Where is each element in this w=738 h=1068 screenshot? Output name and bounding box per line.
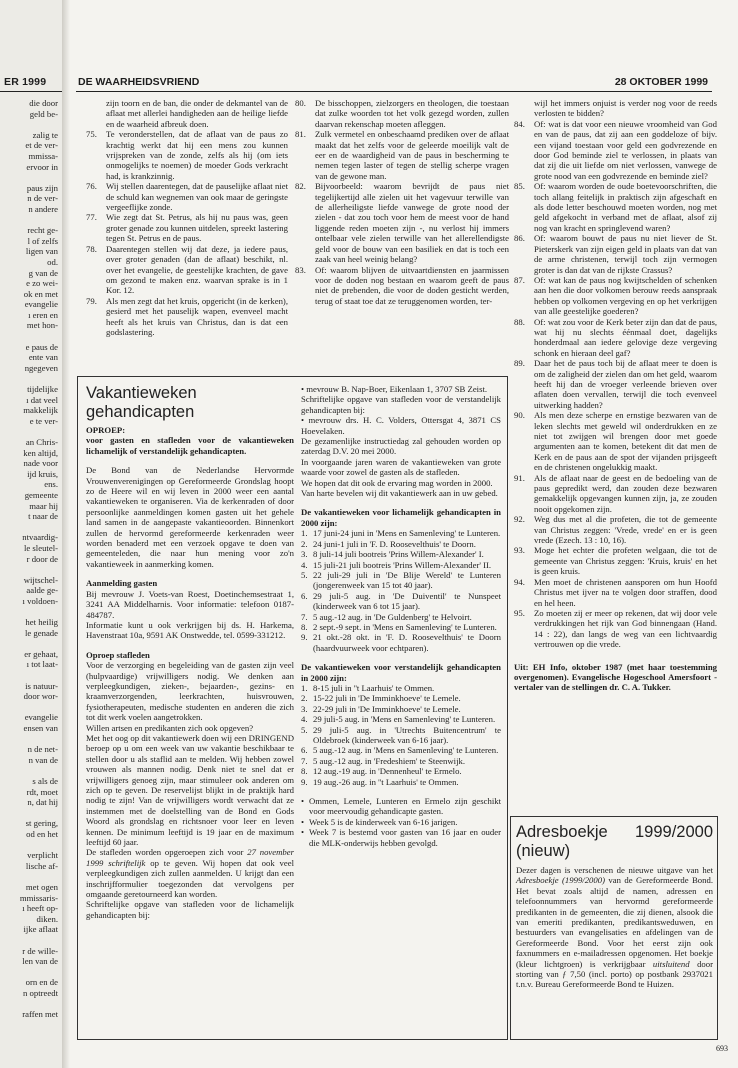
list-item	[301, 756, 501, 766]
previous-page-line: ı dat veel	[26, 394, 58, 405]
item-text: 5 aug.-12 aug. in 'Mens en Samenleving' te Lunteren.	[313, 745, 499, 756]
list-item	[301, 570, 501, 591]
list-item	[514, 410, 717, 472]
item-text: 15-22 juli in 'De Imminkhoeve' te Lemele.	[313, 693, 461, 704]
item-number: 5.	[301, 569, 308, 580]
oproep-subtitle: voor gasten en stafleden voor de vakantieweken lichamelijk of verstandelijk gehandicapten.	[86, 435, 294, 456]
previous-page-line	[0, 670, 58, 681]
list-item	[301, 704, 501, 714]
item-number: 2.	[301, 538, 308, 549]
previous-page-rule	[0, 91, 62, 92]
list-item	[514, 181, 717, 233]
previous-page-line	[0, 172, 58, 183]
address-book-text-pre: Dezer dagen is verschenen de nieuwe uitgave van het	[516, 865, 713, 875]
previous-page-line	[0, 734, 58, 745]
previous-page-line: ijke aflaat	[23, 924, 58, 935]
previous-page-line: ngegeven	[24, 362, 58, 373]
list-item	[301, 539, 501, 549]
item-text: 12 aug.-19 aug. in 'Dennenheul' te Ermelo.	[313, 766, 462, 777]
thesis-continuation-3: wijl het immers onjuist is verder nog voor de reeds verlosten te bidden?	[534, 98, 717, 119]
list-item	[301, 777, 501, 787]
stafleden-deadline-date: 27 november 1999 schriftelijk	[86, 847, 294, 868]
previous-page-line	[0, 522, 58, 533]
item-text: Moge het echter die profeten welgaan, die tot de gemeente van Christus zeggen: 'Kruis, kruis' en het is geen kruis.	[534, 545, 717, 577]
list-item	[301, 622, 501, 632]
previous-page-line	[0, 607, 58, 618]
previous-page-line: le genade	[24, 627, 58, 638]
item-number: 85.	[514, 181, 525, 192]
previous-page-line	[0, 373, 58, 384]
previous-page-line	[0, 215, 58, 226]
hope-text: We hopen dat dit ook de ervaring mag worden in 2000.	[301, 477, 493, 488]
item-number: 90.	[514, 410, 525, 421]
item-number: 78.	[86, 243, 97, 254]
publication-title: DE WAARHEIDSVRIEND	[78, 76, 200, 88]
item-number: 4.	[301, 559, 308, 570]
note-item	[301, 817, 501, 827]
item-text: Daarentegen stellen wij dat deze, ja iedere paus, over groter genaden (dan de aflaat) beschikt, nl. over het evangelie, de geestelijke krachten, de gave om gezond te maken enz. waarvan sprake is in 1 Kor. 12.	[106, 243, 288, 296]
item-number: 91.	[514, 472, 525, 483]
list-item	[514, 233, 717, 275]
list-item	[301, 714, 501, 724]
note-item	[301, 827, 501, 848]
lichamelijk-list	[301, 528, 501, 653]
voorgaande-jaren: In voorgaande jaren waren de vakantieweken van grote waarde voor zowel de gasten als de stafleden.	[301, 456, 501, 478]
item-number: 88.	[514, 316, 525, 327]
item-text: Te veronderstellen, dat de aflaat van de paus zo krachtig werkt dat hij een mens zou kunnen vrijspreken van de zonde, zelfs als hij (om iets onmogelijks te noemen) de moeder Gods verkracht had, is krankzinnig.	[106, 129, 288, 181]
dringend-post: beroep op u om een week van uw vakantie beschikbaar te stellen door u als staflid aan te melden. Wij hebben zowel vrouwen als mannen nodig. Denk niet te snel dat er vrijwilligers genoeg zijn, maar stimuleer ook anderen om zich op te geven. De reservelijst blijkt in de praktijk hard nodig te zijn! Van de vrijwilligers wordt verwacht dat ze instemmen met de doelstelling van de Bond en Gods Woord als grondslag en richtsnoer voor leer en leven kennen. De minimum leeftijd is 19 jaar en de maximum leeftijd 60 jaar.	[86, 743, 294, 848]
item-text: 8 juli-14 juli bootreis 'Prins Willem-Alexander' I.	[313, 549, 484, 560]
item-text: 17 juni-24 juni in 'Mens en Samenleving' te Lunteren.	[313, 528, 501, 539]
item-number: 4.	[301, 714, 308, 725]
previous-page-line	[0, 119, 58, 130]
list-item	[301, 528, 501, 538]
source-note: Uit: EH Info, oktober 1987 (met haar toestemming overgenomen). Evangelische Hogeschool Amersfoort - vertaler van de stellingen dr. C. A. Tukker.	[514, 661, 717, 693]
instructiedag: De gezamenlijke instructiedag zal gehouden worden op zaterdag D.V. 20 mei 2000.	[301, 436, 501, 457]
stafleden-text: Voor de verzorging en begeleiding van de gasten zijn veel (hulpvaardige) vrijwilligers nodig. We denken aan verpleegkundigen, zieken-, bejaarden-, gezins- en kraamverzorgenden, leerkrachten, huisvrouwen, fysiotherapeuten, medische studenten en anderen die zich tot dit werk voelen aangetrokken.	[86, 660, 294, 723]
previous-page-line: recht ge-	[27, 225, 58, 236]
item-number: 89.	[514, 358, 525, 369]
item-text: 22-29 juli in 'De Imminkhoeve' te Lemele.	[313, 703, 461, 714]
list-item	[301, 632, 501, 653]
previous-page-line	[0, 998, 58, 1009]
previous-page-edge	[0, 0, 62, 1068]
item-text: 2 sept.-9 sept. in 'Mens en Samenleving' te Lunteren.	[313, 621, 497, 632]
item-number: 1.	[301, 682, 308, 693]
item-number: 3.	[301, 703, 308, 714]
address-book-text	[516, 865, 713, 990]
item-number: 2.	[301, 693, 308, 704]
previous-page-line	[0, 638, 58, 649]
address-nap-boer: • mevrouw B. Nap-Boer, Eikenlaan 1, 3707 SB Zeist.	[301, 384, 488, 394]
info-text: Informatie kunt u ook verkrijgen bij ds. H. Harkema, Havenstraat 10a, 9591 AK Onstwedde, tel. 0599-331212.	[86, 619, 294, 641]
item-number: 1.	[301, 528, 308, 539]
previous-page-line: t naar de	[28, 511, 58, 522]
list-item	[295, 265, 509, 307]
note-item	[301, 796, 501, 817]
previous-page-line: verplicht	[27, 850, 58, 861]
previous-page-line: ı heeft op-	[22, 903, 58, 914]
previous-page-line: evangelie	[24, 299, 58, 310]
item-number: 76.	[86, 181, 97, 192]
note-text: Ommen, Lemele, Lunteren en Ermelo zijn geschikt voor meervoudig gehandicapte gasten.	[309, 796, 501, 817]
previous-page-line: tijdelijke	[27, 384, 58, 395]
previous-page-line: diken.	[36, 913, 58, 924]
previous-page-line: g van de	[28, 267, 58, 278]
item-number: 95.	[514, 607, 525, 618]
previous-page-line: raffen met	[22, 1009, 58, 1020]
previous-page-line: ken altijd,	[23, 447, 58, 458]
previous-page-line: od en het	[26, 828, 58, 839]
item-text: Of: waarom bouwt de paus nu niet liever de St. Pieterskerk van zijn eigen geld in plaats van dat van de arme christenen, terwijl toch zijn vermogen groter is dan dat van de rijkste Crassus?	[534, 233, 717, 275]
thesis-continuation: zijn toorn en de ban, die onder de dekmantel van de aflaat met allerlei handigheden aan de heilige liefde en de waarheid afbreuk doen.	[106, 98, 288, 129]
previous-page-line: n andere	[28, 203, 58, 214]
item-text: Daar het de paus toch bij de aflaat meer te doen is om de zaligheid der zielen dan om het geld, waarom heeft hij dan de vroeger verleende brieven over aflaten doen vervallen, terwijl die toch evenveel uitwerking hadden?	[534, 358, 717, 410]
previous-page-line: n van de	[28, 754, 58, 765]
previous-page-line: ı tot laat-	[26, 659, 58, 670]
item-number: 77.	[86, 212, 97, 223]
item-text: 29 juli-5 aug. in 'Utrechts Buitencentrum' te Oldebroek (kinderweek van 6-16 jaar).	[313, 724, 501, 745]
item-number: 83.	[295, 264, 306, 275]
item-text: Of: wat zou voor de Kerk beter zijn dan dat de paus, wat hij nu slechts éénmaal doet, dagelijks honderdmaal aan iedere gelovige deze vergeving schonk en hieraan deel gaf?	[534, 316, 717, 358]
oproep-label: OPROEP:	[86, 425, 126, 435]
previous-page-line: n optreedt	[23, 987, 58, 998]
previous-page-line	[0, 840, 58, 851]
predikanten-text: Willen artsen en predikanten zich ook opgeven?	[86, 722, 254, 733]
list-item	[514, 473, 717, 515]
vacation-intro: De Bond van de Nederlandse Hervormde Vrouwenverenigingen op Gereformeerde Grondslag hoopt zo de Heere wil en wij leven in 2000 weer een aantal vakantieweken te organiseren. Via de kerkenraden of door persoonlijke aanmeldingen komen gasten uit het gehele land samen in de aangepaste vakantieoorden. Binnenkort zullen de hervormd gereformeerde kerkenraden weer worden benaderd met een verzoek opgave te doen van gemeenteleden, die naar hun mening voor zo'n vakantieweek in aanmerking komen.	[86, 465, 294, 569]
previous-page-line: e te ver-	[29, 415, 58, 426]
previous-page-line: aalde ge-	[26, 585, 58, 596]
previous-page-line: ente van	[28, 352, 58, 363]
previous-page-line: wijtschel-	[23, 574, 58, 585]
list-item	[514, 545, 717, 576]
previous-page-text	[0, 98, 58, 1020]
previous-page-line: an Chris-	[25, 437, 58, 447]
previous-page-line: ok en met	[23, 288, 58, 299]
item-text: Of: wat is dat voor een nieuwe vroomheid van God en van de paus, dat zij aan een goddeloze of bijv. een vijand toestaan voor geld een godvrezende en door God beminde ziel te verlossen, in plaats van dat zij die uit liefde om niet verlossen, vanwege de grote nood van een godvrezende en beminde ziel?	[534, 118, 717, 181]
header-rule	[76, 91, 712, 92]
previous-page-line: gemeente	[24, 489, 58, 500]
previous-page-line: n, dat hij	[27, 797, 58, 808]
vacation-column-2	[301, 384, 501, 848]
item-text: 19 aug.-26 aug. in ''t Laarhuis' te Ommen.	[313, 776, 459, 787]
item-number: 7.	[301, 755, 308, 766]
thesis-list-3	[514, 119, 717, 650]
item-number: 7.	[301, 611, 308, 622]
theses-column-1	[86, 98, 288, 337]
previous-page-line: ensen van	[23, 723, 58, 734]
theses-column-3	[514, 98, 717, 693]
item-number: 8.	[301, 621, 308, 632]
previous-page-line: ntvaardig-	[22, 532, 58, 543]
verstandelijk-title: De vakantieweken voor verstandelijk gehandicapten in 2000 zijn:	[301, 662, 501, 683]
previous-page-line: rdt, moet	[26, 786, 58, 797]
previous-page-line: evangelie	[24, 712, 58, 723]
previous-page-line: er gehaat,	[24, 648, 58, 659]
previous-page-line	[0, 426, 58, 437]
note-text: Week 5 is de kinderweek van 6-16 jarigen.	[309, 816, 458, 827]
page-header	[66, 76, 714, 92]
previous-page-line: e paus de	[25, 341, 58, 352]
item-number: 75.	[86, 129, 97, 140]
stafleden-deadline-pre: De stafleden worden opgeroepen zich voor	[86, 847, 248, 858]
item-text: Of: waarom worden de oude boetevoorschriften, die toch allang feitelijk in praktisch zijn afgeschaft en als dode letter beschouwd moeten worden, nog met geld afgekocht in verband met de aflaat, alsof zij nog van kracht en springlevend waren?	[534, 181, 717, 233]
list-item	[514, 275, 717, 317]
item-text: Of: wat kan de paus nog kwijtschelden of schenken aan hen die door volkomen berouw reeds aanspraak hebben op volkomen vergeving en op het verkrijgen van alle geestelijke goederen?	[534, 274, 717, 317]
previous-page-line	[0, 331, 58, 342]
item-text: 8-15 juli in ''t Laarhuis' te Ommen.	[313, 682, 435, 693]
previous-page-line: maar hij	[29, 500, 58, 511]
item-number: 9.	[301, 776, 308, 787]
previous-page-line: met ogen	[25, 881, 58, 892]
previous-page-line: e zo wei-	[26, 278, 58, 289]
address-book-text-mid: van de Gereformeerde Bond. Het bevat zoals altijd de namen, adressen en telefoonnummers van hervormd gereformeerde predikanten in de gemeenten, die zij dienen, alsook die van emeriti predikanten, predikantsweduwen, en bestuurders van evangelisaties en afdelingen van de Gereformeerde Bond. Voor het eerst zijn ook faxnummers en e-mailadressen opgenomen. Het boekje (kleur lichtgroen) is verkrijgbaar	[516, 875, 713, 969]
list-item	[514, 317, 717, 359]
previous-page-line: ens.	[44, 479, 58, 490]
item-number: 87.	[514, 274, 525, 285]
list-item	[301, 725, 501, 746]
previous-page-line: paus zijn	[26, 182, 58, 193]
previous-page-line	[0, 935, 58, 946]
item-number: 93.	[514, 545, 525, 556]
verstandelijk-opgave: Schriftelijke opgave van stafleden voor de verstandelijk gehandicapten bij:	[301, 394, 501, 415]
previous-page-line: r de wille-	[22, 945, 58, 956]
item-text: De bisschoppen, zielzorgers en theologen, die toestaan dat zulke woorden tot het volk gezegd worden, zullen daarvan rekenschap moeten afleggen.	[315, 98, 509, 129]
item-number: 86.	[514, 233, 525, 244]
item-number: 5.	[301, 724, 308, 735]
dringend-word: DRINGEND	[248, 732, 294, 743]
previous-page-line: mmissa-	[28, 150, 58, 161]
theses-column-2	[295, 98, 509, 306]
item-number: 94.	[514, 576, 525, 587]
list-item	[514, 119, 717, 181]
previous-page-line: ı eren en	[28, 309, 58, 320]
note-text: Week 7 is bestemd voor gasten van 16 jaar en ouder die MLK-onderwijs hebben gevolgd.	[309, 827, 501, 848]
item-text: 22 juli-29 juli in 'De Blije Wereld' te Lunteren (jongerenweek van 15 tot 40 jaar).	[313, 569, 501, 591]
list-item	[295, 98, 509, 129]
item-number: 84.	[514, 118, 525, 129]
item-text: Of: waarom blijven de uitvaartdiensten en jaarmissen voor de doden nog bestaan en waarom geeft de paus niet de prebenden, die voor de doden gesticht werden, terug of staat toe dat ze teruggenomen worden, ter-	[315, 264, 509, 306]
list-item	[301, 612, 501, 622]
item-number: 6.	[301, 590, 308, 601]
previous-page-line	[0, 765, 58, 776]
previous-page-line	[0, 967, 58, 978]
previous-page-line: die door	[29, 98, 58, 108]
previous-page-line: r door de	[26, 553, 58, 564]
item-text: Als men zegt dat het kruis, opgericht (in de kerken), gesierd met het pauselijk wapen, evenveel macht heeft als het kruis van Christus, dan is dat een godslastering.	[106, 295, 288, 337]
vacation-column-1	[86, 384, 294, 920]
previous-page-line: et de ver-	[25, 140, 58, 151]
item-text: Men moet de christenen aansporen om hun Hoofd Christus met ijver na te volgen door straffen, dood en hel heen.	[534, 576, 717, 608]
item-text: 29 juli-5 aug. in 'Mens en Samenleving' te Lunteren.	[313, 714, 496, 725]
item-number: 80.	[295, 98, 306, 108]
list-item	[86, 129, 288, 181]
previous-page-line: ligen van	[25, 246, 58, 257]
item-text: 5 aug.-12 aug. in 'Fredeshiem' te Steenwijk.	[313, 755, 465, 766]
item-text: Wie zegt dat St. Petrus, als hij nu paus was, geen groter genade zou kunnen uitdelen, spreekt lastering tegen St. Petrus en de paus.	[106, 212, 288, 244]
list-item	[301, 560, 501, 570]
address-volders: • mevrouw drs. H. C. Volders, Ottersgat 4, 3871 CS Hoevelaken.	[301, 415, 501, 436]
item-text: Als men deze scherpe en ernstige bezwaren van de leken slechts met geweld wil onderdrukken en ze niet tot zwijgen wil brengen door met goede argumenten aan te komen, betekent dit dat men de Kerk en de paus aan de spot der vijanden prijsgeeft en de christenen ongelukkig maakt.	[534, 410, 717, 473]
list-item	[301, 549, 501, 559]
aanmelding-title: Aanmelding gasten	[86, 578, 158, 589]
verstandelijk-list	[301, 683, 501, 787]
stafleden-deadline	[86, 847, 294, 899]
previous-page-line: door wor-	[23, 691, 58, 702]
list-item	[301, 591, 501, 612]
previous-page-line: ı voldoen-	[22, 595, 58, 606]
previous-page-line: orn en de	[25, 977, 58, 988]
previous-page-line: zalig te	[32, 129, 58, 140]
page-fold	[62, 0, 70, 1068]
publication-date: 28 OKTOBER 1999	[614, 76, 708, 88]
previous-page-line: st gering,	[25, 818, 58, 829]
item-number: 92.	[514, 514, 525, 525]
vacation-title: Vakantieweken gehandicapten	[86, 384, 197, 421]
previous-page-line: het heilig	[25, 617, 58, 628]
list-item	[514, 608, 717, 650]
list-item	[86, 296, 288, 338]
previous-page-line: n de ver-	[27, 193, 58, 204]
previous-page-line: ervoor in	[26, 161, 58, 172]
list-item	[301, 683, 501, 693]
list-item	[301, 766, 501, 776]
address-book-text-post: door storting van ƒ 7,50 (incl. porto) op postbank 2937021 t.n.v. Bureau Gereformeerde Bond te Huizen.	[516, 958, 713, 990]
previous-page-line: ijd kruis,	[27, 468, 58, 479]
previous-page-header: ER 1999	[4, 76, 47, 88]
item-number: 79.	[86, 295, 97, 306]
address-book-uitsluitend: uitsluitend	[652, 958, 690, 969]
item-text: Zo moeten zij er meer op rekenen, dat wij door vele verdrukkingen het rijk van God binnengaan (Hand. 14 : 22), dan langs de weg van een lichtvaardig vertrouwen op die vrede.	[534, 607, 717, 650]
bullet-icon: •	[301, 796, 305, 807]
list-item	[514, 577, 717, 608]
bullet-icon: •	[301, 827, 305, 838]
item-number: 82.	[295, 181, 306, 192]
previous-page-line: od.	[47, 256, 58, 267]
list-item	[86, 212, 288, 243]
aanmelding-text: Bij mevrouw J. Voets-van Roest, Doetinchemsestraat 1, 3241 AA Middelharnis. Voor informatie: telefoon 0187-484787.	[86, 588, 294, 620]
previous-page-line: mmissaris-	[19, 892, 58, 903]
notes-list	[301, 796, 501, 848]
list-item	[295, 181, 509, 264]
previous-page-line: s als de	[32, 776, 58, 786]
address-book-booktitle: Adresboekje (1999/2000)	[516, 875, 605, 886]
list-item	[295, 129, 509, 181]
schriftelijk-text: Schriftelijke opgave van stafleden voor de lichamelijk gehandicapten bij:	[86, 899, 294, 920]
dringend-pre: Met het oog op dit vakantiewerk doen wij een	[86, 732, 249, 743]
item-number: 8.	[301, 766, 308, 777]
previous-page-line: is natuur-	[25, 680, 58, 691]
list-item	[301, 693, 501, 703]
lichamelijk-title: De vakantieweken voor lichamelijk gehandicapten in 2000 zijn:	[301, 507, 501, 528]
page-number: 693	[716, 1044, 728, 1053]
item-number: 9.	[301, 632, 308, 643]
stafleden-title: Oproep stafleden	[86, 649, 150, 660]
item-text: Zulk vermetel en onbeschaamd prediken over de aflaat maakt dat het zelfs voor de geleerde moeilijk valt de eer en de waardigheid van de paus in bescherming te nemen tegen laster of tegen de stellig scherpe vragen van de gewone man.	[315, 129, 509, 181]
stafleden-deadline-post: op te geven. Wij hopen dat ook veel verpleegkundigen zich zullen aanmelden. U krijgt dan een inschrijfformulier toegezonden dat vervolgens per omgaande geretourneerd kan worden.	[86, 857, 294, 900]
dringend-paragraph	[86, 733, 294, 847]
item-text: Als de aflaat naar de geest en de bedoeling van de paus gepredikt werd, dan zouden deze bezwaren gemakkelijk opgevangen kunnen zijn, ja, ze zouden nooit opgekomen zijn.	[534, 472, 717, 514]
list-item	[86, 244, 288, 296]
item-text: 21 okt.-28 okt. in 'F. D. Roosevelthuis' te Doorn (haardvuurweek voor echtparen).	[313, 632, 501, 653]
address-book-content	[516, 823, 713, 990]
harte-text: Van harte bevelen wij dit vakantiewerk aan in uw gebed.	[301, 488, 498, 499]
thesis-list-1	[86, 129, 288, 337]
previous-page-line: n de net-	[27, 744, 58, 755]
previous-page-line	[0, 871, 58, 882]
previous-page-line: nade voor	[23, 458, 58, 469]
previous-page-line	[0, 702, 58, 713]
previous-page-line: lische af-	[25, 860, 58, 871]
item-text: 5 aug.-12 aug. in 'De Guldenberg' te Helvoirt.	[313, 611, 472, 622]
item-text: Bijvoorbeeld: waarom bevrijdt de paus niet tegelijkertijd alle zielen uit het vagevuur terwille van de allerheiligste liefde vanwege de grote nood der zielen - dat zou toch voor hem de meest voor de hand liggende reden moeten zijn -, nu verlost hij immers ontelbaar vele zielen terwille van het allerellendigste geld voor de bouw van een basiliek en dat is toch een zaak van heel weinig belang?	[315, 181, 509, 265]
thesis-list-2	[295, 98, 509, 306]
previous-page-line: geld be-	[29, 108, 58, 119]
address-book-title: Adresboekje 1999/2000 (nieuw)	[516, 823, 713, 860]
list-item	[86, 181, 288, 212]
previous-page-line	[0, 808, 58, 819]
previous-page-line: l of zelfs	[27, 235, 58, 246]
bullet-icon: •	[301, 816, 305, 827]
list-item	[514, 514, 717, 545]
item-text: 29 juli-5 aug. in 'De Duiventil' te Nunspeet (kinderweek van 6 tot 15 jaar).	[313, 590, 501, 612]
list-item	[514, 358, 717, 410]
previous-page-line: len van de	[22, 956, 58, 967]
previous-page-line	[0, 564, 58, 575]
item-text: Weg dus met al die profeten, die tot de gemeente van Christus zeggen: 'Vrede, vrede' en er is geen vrede (Ezech. 13 : 10, 16).	[534, 514, 717, 546]
previous-page-line: makkelijk	[23, 405, 58, 416]
item-number: 6.	[301, 745, 308, 756]
item-number: 81.	[295, 129, 306, 140]
item-text: Wij stellen daarentegen, dat de pauselijke aflaat niet de schuld kan wegnemen van ook maar de geringste vergeeflijke zonde.	[106, 181, 288, 213]
list-item	[301, 745, 501, 755]
item-text: 24 juni-1 juli in 'F. D. Roosevelthuis' te Doorn.	[313, 538, 476, 549]
item-text: 15 juli-21 juli bootreis 'Prins Willem-Alexander' II.	[313, 559, 492, 570]
item-number: 3.	[301, 549, 308, 560]
previous-page-line: met hon-	[26, 320, 58, 331]
previous-page-line: le sleutel-	[23, 542, 58, 553]
